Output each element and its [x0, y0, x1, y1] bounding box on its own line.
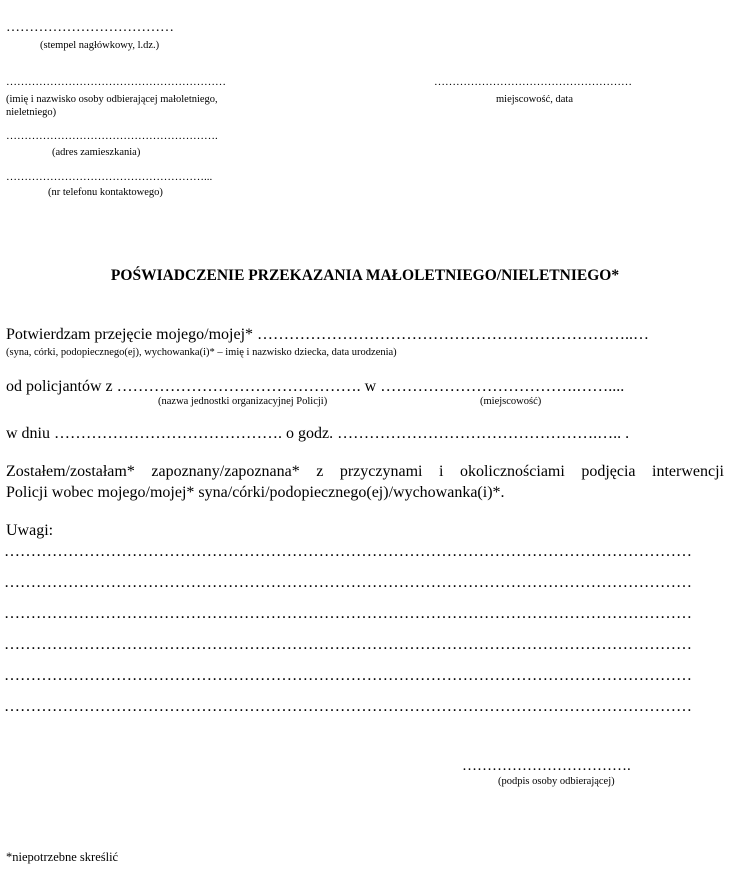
- confirm-line[interactable]: Potwierdzam przejęcie mojego/mojej* ……………………………………………………………..…: [6, 326, 650, 343]
- confirm-caption: (syna, córki, podopiecznego(ej), wychowanka(i)* – imię i nazwisko dziecka, data urodzenia): [6, 347, 397, 358]
- phone-caption: (nr telefonu kontaktowego): [48, 187, 163, 198]
- date-time-line[interactable]: w dniu ……………………………………. o godz. ………………………………………….….. .: [6, 425, 630, 442]
- statement-line-2: Policji wobec mojego/mojej* syna/córki/podopiecznego(ej)/wychowanka(i)*.: [6, 484, 505, 501]
- footnote: *niepotrzebne skreślić: [6, 850, 119, 864]
- police-unit-caption: (nazwa jednostki organizacyjnej Policji): [158, 396, 328, 407]
- recipient-name-caption-2: nieletniego): [6, 107, 57, 118]
- police-place-caption: (miejscowość): [480, 396, 542, 407]
- remarks-label: Uwagi:: [6, 522, 54, 539]
- remarks-line[interactable]: …………………………………………………………………………………………………………………: [4, 667, 692, 684]
- remarks-line[interactable]: …………………………………………………………………………………………………………………: [4, 605, 692, 622]
- police-unit-line[interactable]: od policjantów z ………………………………………. w ……………………………….……....: [6, 378, 625, 395]
- phone-field[interactable]: ………………………………………………...: [6, 171, 213, 183]
- signature-field[interactable]: …………………………….: [462, 758, 631, 774]
- address-field[interactable]: ………………………………………………….: [6, 130, 218, 142]
- recipient-name-field[interactable]: ……………………………………………………: [6, 76, 226, 88]
- place-date-field[interactable]: ………………………………………………: [434, 76, 632, 88]
- stamp-field[interactable]: ………………………………: [6, 20, 174, 35]
- remarks-line[interactable]: …………………………………………………………………………………………………………………: [4, 543, 692, 560]
- signature-caption: (podpis osoby odbierającej): [498, 776, 615, 787]
- statement-line-1: Zostałem/zostałam* zapoznany/zapoznana* z przyczynami i okolicznościami podjęcia interwencji: [6, 463, 724, 480]
- place-date-caption: miejscowość, data: [496, 94, 573, 105]
- document-title: POŚWIADCZENIE PRZEKAZANIA MAŁOLETNIEGO/NIELETNIEGO*: [110, 267, 620, 284]
- stamp-caption: (stempel nagłówkowy, l.dz.): [40, 40, 160, 51]
- address-caption: (adres zamieszkania): [52, 147, 141, 158]
- recipient-name-caption-1: (imię i nazwisko osoby odbierającej małoletniego,: [6, 94, 218, 105]
- remarks-line[interactable]: …………………………………………………………………………………………………………………: [4, 574, 692, 591]
- remarks-line[interactable]: …………………………………………………………………………………………………………………: [4, 698, 692, 715]
- remarks-line[interactable]: …………………………………………………………………………………………………………………: [4, 636, 692, 653]
